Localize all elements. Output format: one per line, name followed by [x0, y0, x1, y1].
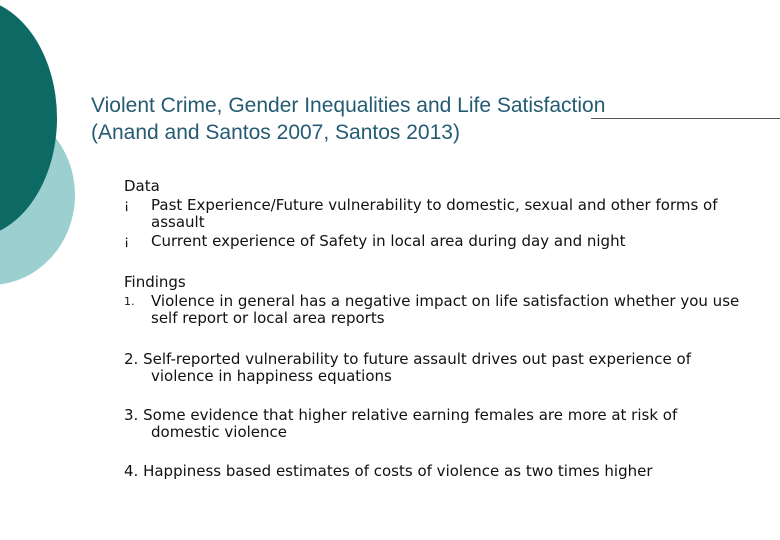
findings-heading: Findings [124, 273, 186, 291]
number-marker: 1. [124, 295, 135, 308]
data-heading: Data [124, 177, 160, 195]
data-item [124, 233, 744, 250]
slide-body [124, 178, 744, 480]
finding-text: Violence in general has a negative impact on life satisfaction whether you use self report or local area reports [151, 292, 740, 327]
title-line-1: Violent Crime, Gender Inequalities and Life Satisfaction [91, 94, 606, 117]
bullet-marker: ¡ [124, 198, 130, 213]
decorative-circles [0, 0, 100, 300]
data-item-text: Past Experience/Future vulnerability to domestic, sexual and other forms of assault [151, 196, 718, 231]
spacer [124, 385, 744, 407]
spacer [124, 441, 744, 463]
title-line-2: (Anand and Santos 2007, Santos 2013) [91, 121, 460, 144]
finding-item-1 [124, 293, 744, 327]
data-item-text: Current experience of Safety in local area during day and night [151, 232, 626, 250]
finding-item-4: 4. Happiness based estimates of costs of violence as two times higher [124, 462, 653, 480]
finding-item-3: 3. Some evidence that higher relative earning females are more at risk of domestic violence [124, 406, 678, 441]
slide-title [91, 92, 741, 146]
spacer [124, 252, 744, 274]
spacer [124, 329, 744, 351]
title-underline [591, 118, 780, 119]
data-item [124, 197, 744, 231]
bullet-marker: ¡ [124, 234, 130, 249]
finding-item-2: 2. Self-reported vulnerability to future assault drives out past experience of violence in happiness equations [124, 350, 691, 385]
